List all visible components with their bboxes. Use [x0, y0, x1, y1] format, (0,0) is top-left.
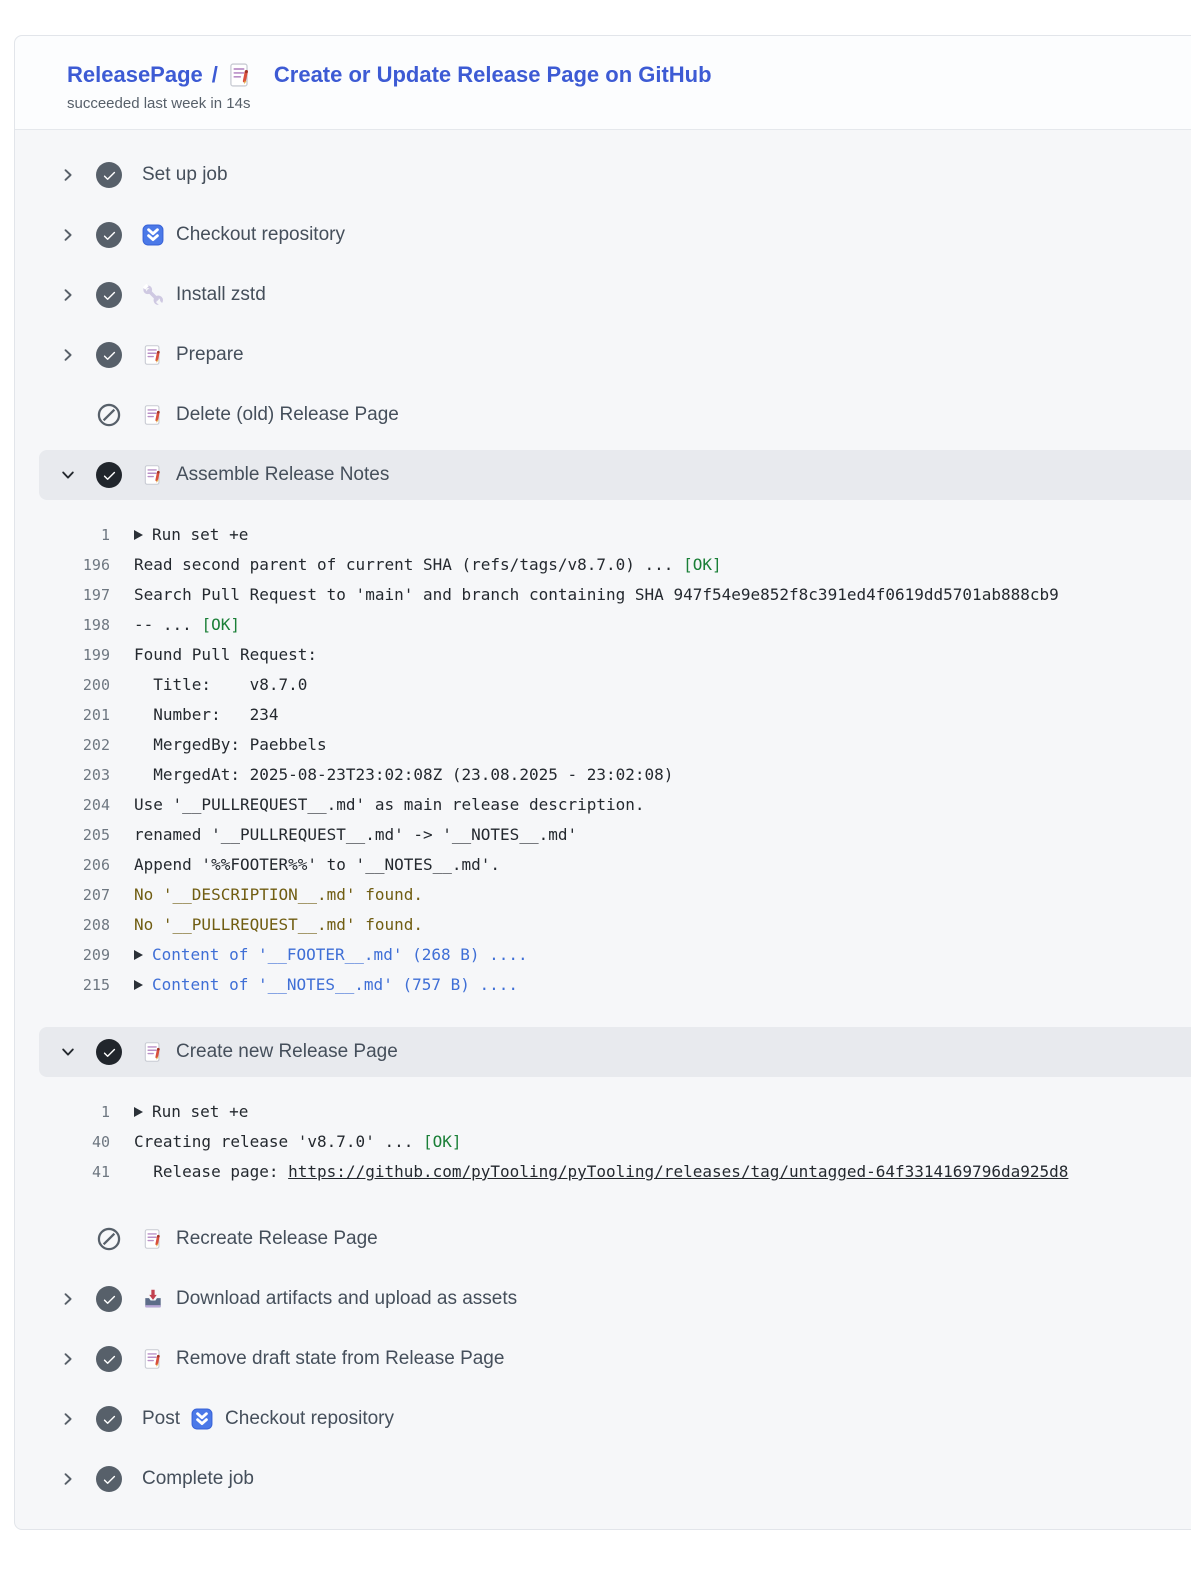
check-circle	[96, 342, 122, 368]
log-line	[15, 880, 1191, 910]
check-circle	[96, 1466, 122, 1492]
log-block-create-new-release-page	[15, 1077, 1191, 1209]
log-line	[15, 670, 1191, 700]
workflow-breadcrumb-link[interactable]: ReleasePage	[67, 62, 203, 87]
breadcrumb-separator: /	[211, 62, 218, 87]
log-ok-badge: [OK]	[201, 615, 240, 634]
success-check-icon	[96, 1039, 122, 1065]
log-line-text	[134, 1127, 462, 1157]
log-line	[15, 580, 1191, 610]
chevron-spacer	[60, 1231, 76, 1247]
step-row-post-checkout-repository[interactable]	[15, 1389, 1191, 1449]
log-line-text	[134, 640, 317, 670]
log-line-number[interactable]: 205	[82, 826, 110, 844]
step-label: Set up job	[142, 164, 228, 185]
log-expand-triangle-icon	[134, 1107, 143, 1117]
chevron-right-icon	[60, 1351, 76, 1367]
success-check-icon	[96, 162, 122, 188]
log-line	[15, 790, 1191, 820]
log-line-number[interactable]: 209	[82, 946, 110, 964]
success-check-icon	[96, 342, 122, 368]
step-row-install-zstd[interactable]	[15, 265, 1191, 325]
log-expand-triangle-icon	[134, 980, 143, 990]
success-check-icon	[96, 1286, 122, 1312]
check-circle	[96, 1406, 122, 1432]
job-title-line	[67, 62, 1158, 88]
log-line-number[interactable]: 204	[82, 796, 110, 814]
job-title: Create or Update Release Page on GitHub	[273, 62, 712, 87]
log-segment: No '__PULLREQUEST__.md' found.	[134, 915, 423, 934]
log-line-number[interactable]: 202	[82, 736, 110, 754]
log-line	[15, 700, 1191, 730]
step-label: Download artifacts and upload as assets	[176, 1288, 518, 1309]
step-row-delete-old-release-page[interactable]	[15, 385, 1191, 445]
chevron-right-icon	[60, 167, 76, 183]
log-line	[15, 1157, 1191, 1187]
log-segment: Read second parent of current SHA (refs/tags/v8.7.0) ...	[134, 555, 684, 574]
step-label: Assemble Release Notes	[176, 464, 390, 485]
check-circle	[96, 222, 122, 248]
log-line	[15, 610, 1191, 640]
step-row-prepare[interactable]	[15, 325, 1191, 385]
step-row-recreate-release-page[interactable]	[15, 1209, 1191, 1269]
log-line-text	[134, 700, 279, 730]
log-segment: MergedAt: 2025-08-23T23:02:08Z (23.08.2025 - 23:02:08)	[134, 765, 674, 784]
log-line	[15, 970, 1191, 1000]
log-segment: Run set +e	[152, 525, 249, 544]
log-segment: Found Pull Request:	[134, 645, 318, 664]
log-line	[15, 940, 1191, 970]
step-row-set-up-job[interactable]	[15, 145, 1191, 205]
log-line-text	[134, 610, 240, 640]
success-check-icon	[96, 1406, 122, 1432]
log-line-number[interactable]: 196	[82, 556, 110, 574]
step-header-assemble-release-notes[interactable]	[39, 450, 1191, 500]
step-label: Remove draft state from Release Page	[176, 1348, 505, 1369]
step-row-complete-job[interactable]	[15, 1449, 1191, 1509]
log-segment: Number: 234	[134, 705, 279, 724]
log-line-text	[134, 940, 528, 970]
log-line-text	[134, 910, 423, 940]
log-line-number[interactable]: 1	[100, 1103, 110, 1121]
step-section-create-new-release-page	[15, 1027, 1191, 1209]
log-line	[15, 550, 1191, 580]
log-line-text	[134, 880, 423, 910]
log-line-number[interactable]: 201	[82, 706, 110, 724]
log-line-text	[134, 520, 248, 550]
log-segment: No '__DESCRIPTION__.md' found.	[134, 885, 423, 904]
log-expand-triangle-icon	[134, 950, 143, 960]
memo-icon	[142, 404, 164, 426]
log-line-text	[134, 850, 500, 880]
success-check-icon	[96, 1466, 122, 1492]
check-circle	[96, 1039, 122, 1065]
chevron-down-icon	[60, 1044, 76, 1060]
checkout-icon	[142, 224, 164, 246]
log-line-number[interactable]: 1	[100, 526, 110, 544]
step-label: Checkout repository	[225, 1408, 394, 1429]
step-section-assemble-release-notes	[15, 450, 1191, 1022]
log-segment: Release page:	[134, 1162, 289, 1181]
log-line	[15, 640, 1191, 670]
check-circle	[96, 1346, 122, 1372]
success-check-icon	[96, 282, 122, 308]
log-ok-badge: [OK]	[683, 555, 722, 574]
memo-icon	[142, 1041, 164, 1063]
step-label: Recreate Release Page	[176, 1228, 378, 1249]
step-label-prefix: Post	[142, 1408, 181, 1429]
inbox-icon	[142, 1288, 164, 1310]
log-segment: renamed '__PULLREQUEST__.md' -> '__NOTES__.md'	[134, 825, 578, 844]
log-segment: MergedBy: Paebbels	[134, 735, 327, 754]
log-line-text	[134, 790, 645, 820]
check-circle	[96, 1286, 122, 1312]
log-line-number[interactable]: 40	[91, 1133, 110, 1151]
log-ok-badge: [OK]	[422, 1132, 462, 1151]
steps-list	[15, 130, 1191, 1529]
log-line-text	[134, 550, 722, 580]
check-circle	[96, 282, 122, 308]
memo-icon	[227, 62, 253, 88]
log-segment: Append '%%FOOTER%%' to '__NOTES__.md'.	[134, 855, 501, 874]
step-row-checkout-repository[interactable]	[15, 205, 1191, 265]
chevron-right-icon	[60, 1471, 76, 1487]
chevron-right-icon	[60, 1291, 76, 1307]
log-line-number[interactable]: 199	[82, 646, 110, 664]
log-line-text	[134, 580, 1059, 610]
log-line	[15, 820, 1191, 850]
log-line-number[interactable]: 208	[82, 916, 110, 934]
chevron-right-icon	[60, 287, 76, 303]
log-block-assemble-release-notes	[15, 500, 1191, 1022]
chevron-right-icon	[60, 1411, 76, 1427]
step-label: Checkout repository	[176, 224, 345, 245]
chevron-down-icon	[60, 467, 76, 483]
chevron-right-icon	[60, 227, 76, 243]
log-segment: Use '__PULLREQUEST__.md' as main release description.	[134, 795, 645, 814]
log-line	[15, 1097, 1191, 1127]
log-line-text	[134, 970, 518, 1000]
checkout-icon	[191, 1408, 213, 1430]
success-check-icon	[96, 462, 122, 488]
log-segment: Search Pull Request to 'main' and branch containing SHA 947f54e9e852f8c391ed4f0619dd5701ab888cb9	[134, 585, 1059, 604]
skipped-icon	[96, 1226, 122, 1252]
log-line-text	[134, 1157, 1068, 1187]
log-line	[15, 1127, 1191, 1157]
log-line-text	[134, 760, 673, 790]
memo-icon	[142, 344, 164, 366]
memo-icon	[142, 1228, 164, 1250]
log-line-number[interactable]: 198	[82, 616, 110, 634]
log-segment: Creating release 'v8.7.0' ...	[134, 1132, 423, 1151]
log-line-text	[134, 1097, 248, 1127]
step-label: Prepare	[176, 344, 244, 365]
log-line-text	[134, 670, 307, 700]
chevron-spacer	[60, 407, 76, 423]
log-line-text	[134, 730, 327, 760]
log-segment: -- ...	[134, 615, 202, 634]
log-line-number[interactable]: 215	[82, 976, 110, 994]
check-circle	[96, 162, 122, 188]
step-label: Delete (old) Release Page	[176, 404, 399, 425]
step-header-create-new-release-page[interactable]	[39, 1027, 1191, 1077]
log-line-number[interactable]: 41	[91, 1163, 110, 1181]
job-status-line: succeeded last week in 14s	[67, 95, 251, 112]
success-check-icon	[96, 222, 122, 248]
memo-icon	[142, 464, 164, 486]
skipped-icon	[96, 402, 122, 428]
log-line-text	[134, 820, 577, 850]
log-line	[15, 520, 1191, 550]
log-group-toggle[interactable]: Content of '__NOTES__.md' (757 B) ....	[152, 975, 519, 994]
job-header	[15, 36, 1191, 130]
log-line-number[interactable]: 203	[82, 766, 110, 784]
log-segment: Title: v8.7.0	[134, 675, 308, 694]
wrench-icon	[142, 284, 164, 306]
log-expand-triangle-icon	[134, 530, 143, 540]
log-line	[15, 730, 1191, 760]
log-line	[15, 760, 1191, 790]
step-row-remove-draft-state[interactable]	[15, 1329, 1191, 1389]
step-label: Install zstd	[176, 284, 266, 305]
success-check-icon	[96, 1346, 122, 1372]
step-label: Create new Release Page	[176, 1041, 398, 1062]
job-run-card	[14, 35, 1191, 1530]
log-line-number[interactable]: 206	[82, 856, 110, 874]
log-group-toggle[interactable]: Content of '__FOOTER__.md' (268 B) ....	[152, 945, 528, 964]
step-row-download-artifacts-upload-assets[interactable]	[15, 1269, 1191, 1329]
release-page-link[interactable]: https://github.com/pyTooling/pyTooling/releases/tag/untagged-64f3314169796da925d8	[288, 1162, 1069, 1181]
memo-icon	[142, 1348, 164, 1370]
log-segment: Run set +e	[152, 1102, 249, 1121]
chevron-right-icon	[60, 347, 76, 363]
log-line-number[interactable]: 197	[82, 586, 110, 604]
check-circle	[96, 462, 122, 488]
step-label: Complete job	[142, 1468, 254, 1489]
log-line	[15, 850, 1191, 880]
log-line-number[interactable]: 200	[82, 676, 110, 694]
log-line	[15, 910, 1191, 940]
log-line-number[interactable]: 207	[82, 886, 110, 904]
